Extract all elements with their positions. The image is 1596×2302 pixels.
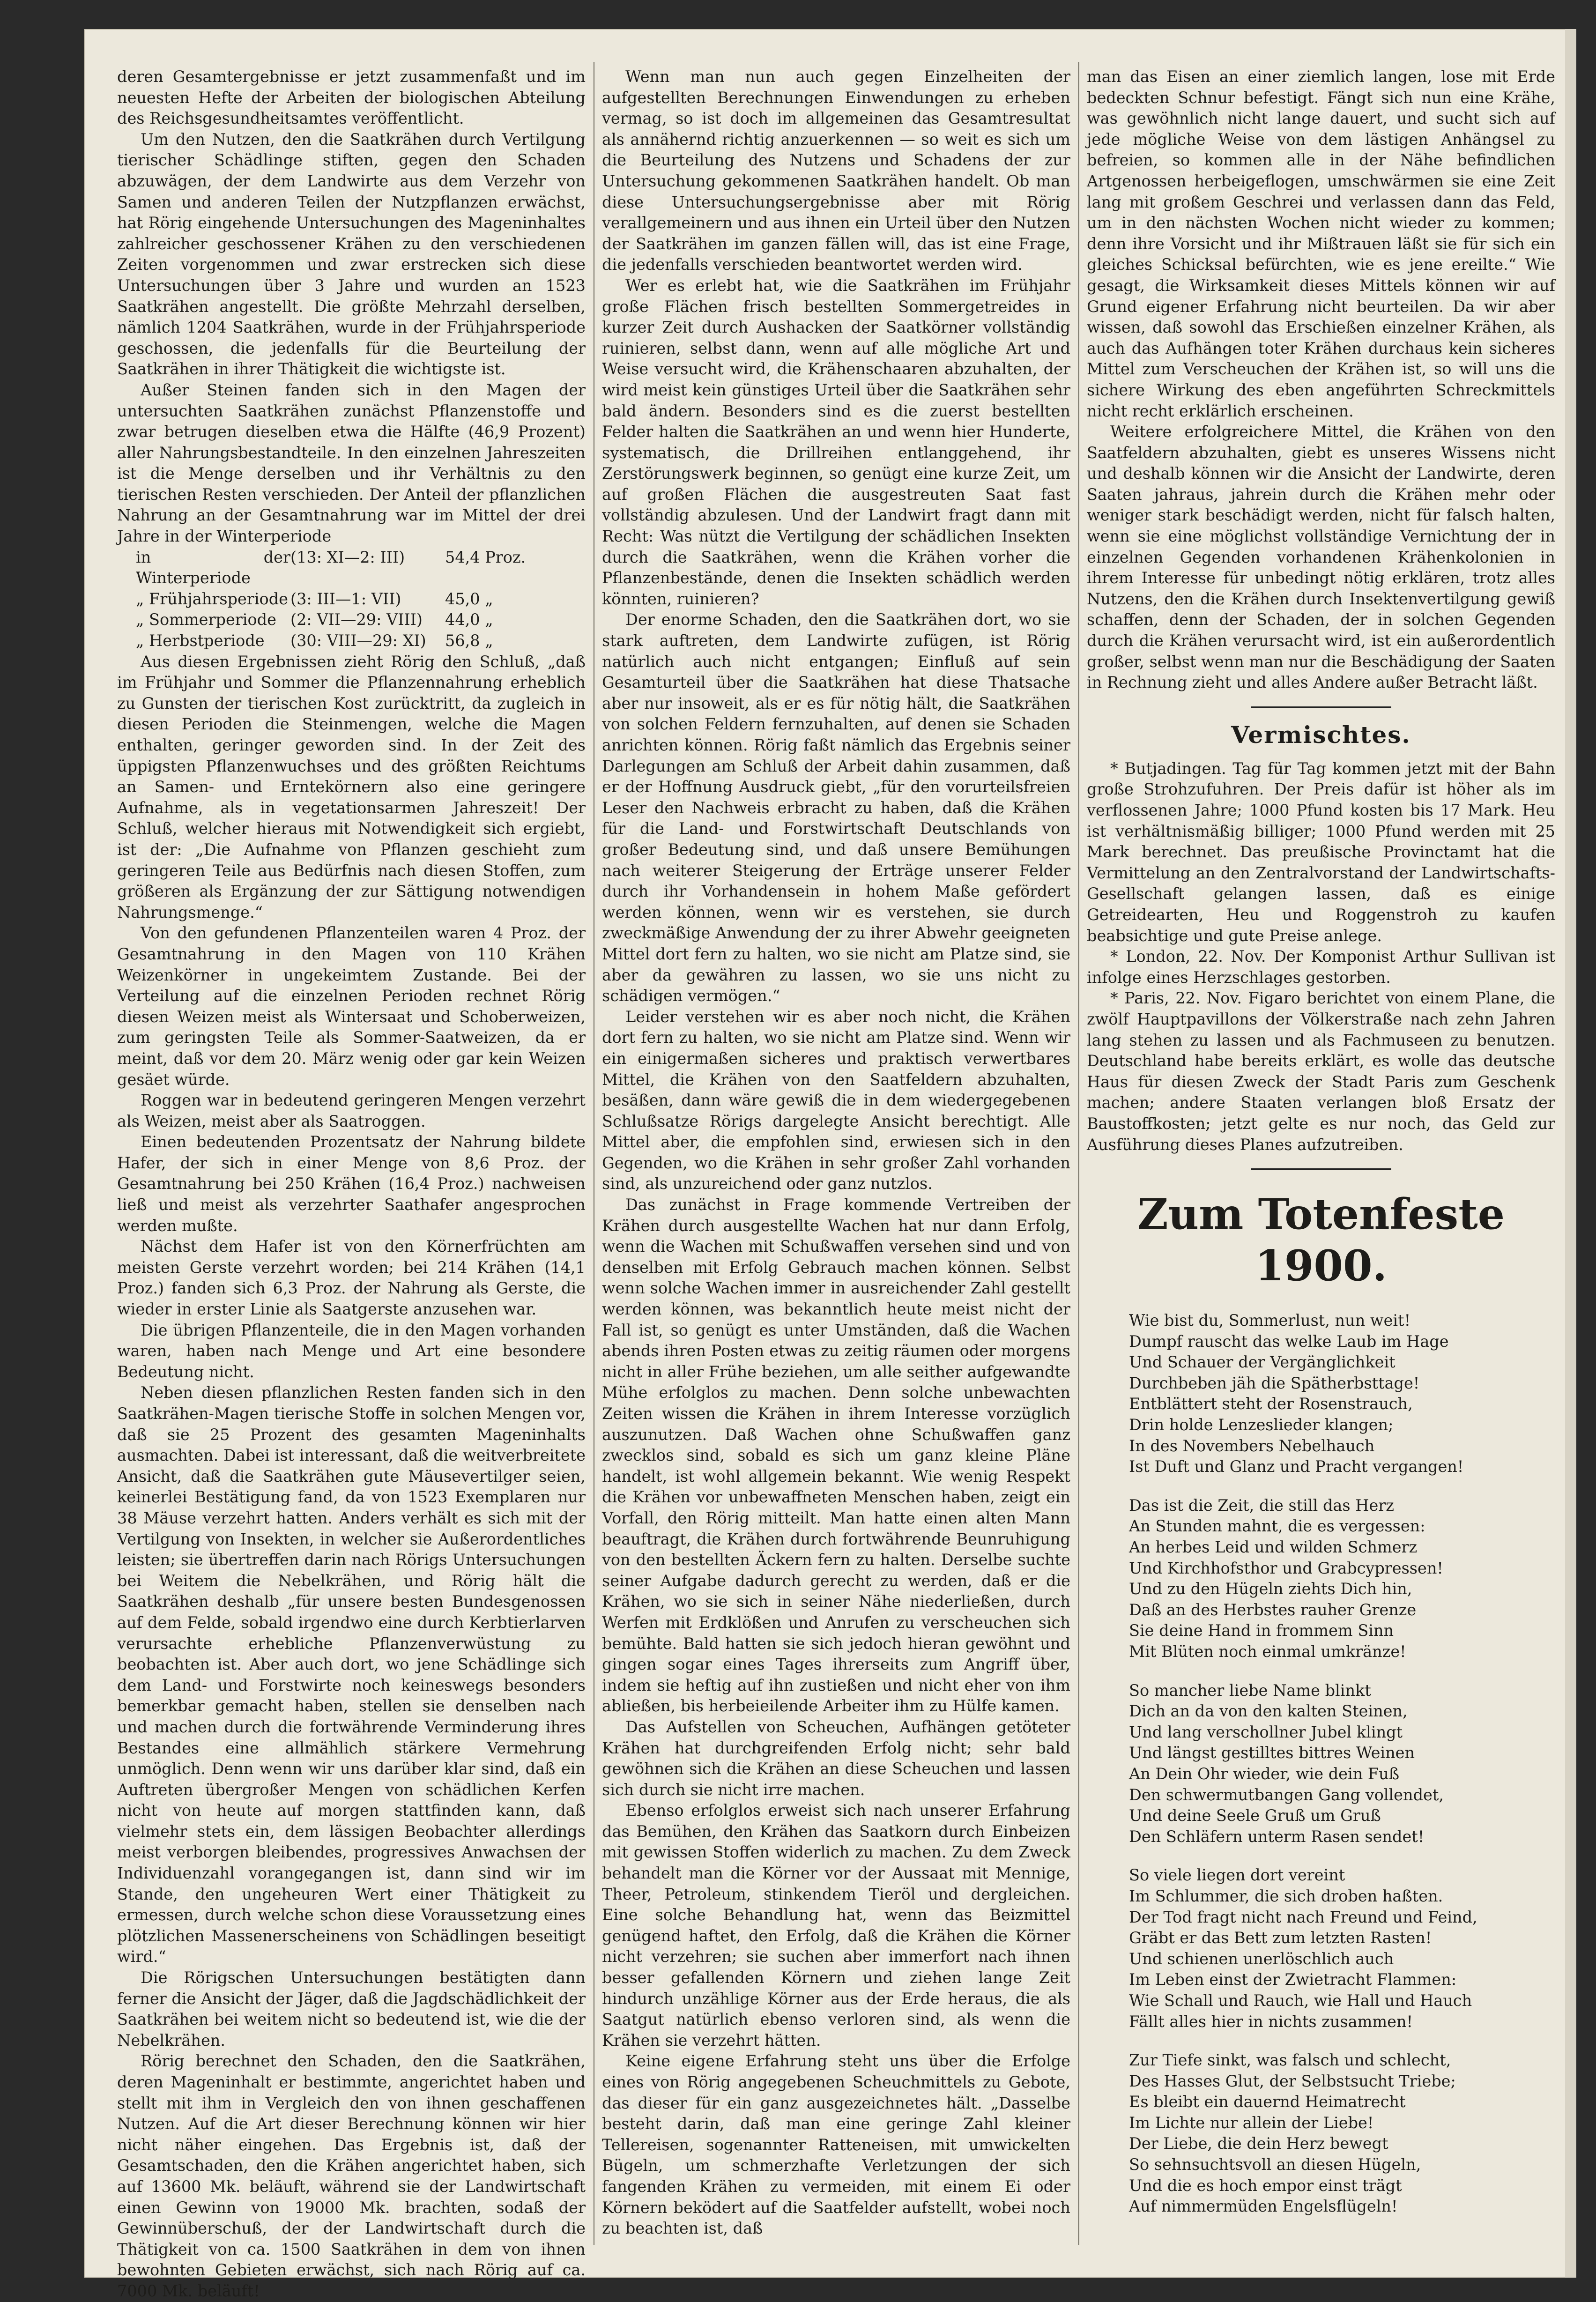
paragraph: Ebenso erfolglos erweist sich nach unserer Erfahrung das Bemühen, den Krähen das Saatkorn durch Einbeizen mit gewissen Stoffen widerlich zu machen. Zu dem Zweck behandelt man die Körner vor der Aussaat mit Mennige, Theer, Petroleum, stinkendem Tieröl und dergleichen. Eine solche Behandlung hat, wenn das Beizmittel genügend haftet, den Erfolg, daß die Krähen die Körner nicht verzehren; sie suchen aber immerfort nach ihnen besser gefallenden Körnern und ziehen lange Zeit hindurch unzählige Körner aus der Erde heraus, die als Saatgut natürlich ebenso verloren sind, als wenn die Krähen sie verzehrt hätten. (602, 1801, 1070, 2050)
poem-line: Das ist die Zeit, die still das Herz (1129, 1496, 1394, 1515)
poem-line: Und Schauer der Vergänglichkeit (1129, 1353, 1396, 1372)
period-row (117, 609, 586, 631)
column-rule (1078, 62, 1079, 2245)
poem-line: Dich an da von den kalten Steinen, (1129, 1702, 1408, 1721)
poem-line: Im Leben einst der Zwietracht Flammen: (1129, 1970, 1457, 1989)
poem-line: Der Tod fragt nicht nach Freund und Feind, (1129, 1908, 1477, 1926)
period-table (117, 547, 586, 652)
paragraph: Das Aufstellen von Scheuchen, Aufhängen getöteter Krähen hat durchgreifenden Erfolg nicht; sehr bald gewöhnen sich die Krähen an diese Scheuchen und lassen sich durch sie nicht irre machen. (602, 1717, 1070, 1799)
poem-line: In des Novembers Nebelhauch (1129, 1436, 1375, 1455)
poem-line: Und zu den Hügeln ziehts Dich hin, (1129, 1580, 1412, 1598)
poem-line: Und deine Seele Gruß um Gruß (1129, 1806, 1381, 1825)
period-value: 44,0 „ (445, 610, 493, 629)
poem-line: An Dein Ohr wieder, wie dein Fuß (1129, 1764, 1400, 1783)
page-edge (1565, 29, 1576, 2278)
poem-line: Durchbeben jäh die Spätherbsttage! (1129, 1374, 1420, 1392)
paragraph: Rörig berechnet den Schaden, den die Saatkrähen, deren Mageninhalt er bestimmte, angerichtet haben und stellt mit ihm in Vergleich den von ihnen geschaffenen Nutzen. Auf die Art dieser Berechnung können wir hier nicht näher eingehen. Das Ergebnis ist, daß der Gesamtschaden, den die Krähen angerichtet haben, sich auf 13600 Mk. beläuft, während sie der Landwirtschaft einen Gewinn von 19000 Mk. brachten, sodaß der Gewinnüberschuß, der der Landwirtschaft durch die Thätigkeit von ca. 1500 Saatkrähen in dem von ihnen bewohnten Gebieten erwächst, sich nach Rörig auf ca. 7000 Mk. beläuft! (117, 2052, 586, 2300)
poem-line: Es bleibt ein dauernd Heimatrecht (1129, 2093, 1406, 2111)
period-value: 56,8 „ (445, 631, 493, 650)
period-value: 54,4 Proz. (445, 548, 526, 566)
poem-line: An herbes Leid und wilden Schmerz (1129, 1538, 1418, 1557)
period-label: „ Frühjahrsperiode (136, 589, 288, 608)
period-range: (3: III—1: VII) (290, 589, 401, 608)
paragraph: Einen bedeutenden Prozentsatz der Nahrung bildete Hafer, der sich in einer Menge von 8,6 Proz. der Gesamtnahrung bei 250 Krähen (16,4 Proz.) nachweisen ließ und meist als verzehrter Saathafer angesprochen werden mußte. (117, 1133, 586, 1235)
poem-line: Im Schlummer, die sich droben haßten. (1129, 1886, 1443, 1905)
poem-line: Entblättert steht der Rosenstrauch, (1129, 1395, 1413, 1413)
poem-line: Gräbt er das Bett zum letzten Rasten! (1129, 1929, 1432, 1947)
paragraph: Neben diesen pflanzlichen Resten fanden sich in den Saatkrähen-Magen tierische Stoffe in solchen Mengen vor, daß sie 25 Prozent des gesamten Mageninhalts ausmachten. Dabei ist interessant, daß die weitverbreitete Ansicht, daß die Saatkrähen gute Mäusevertilger seien, keinerlei Bestätigung fand, da von 1523 Exemplaren nur 38 Mäuse verzehrt hatten. Anders verhält es sich mit der Vertilgung von Insekten, in welcher sie Außerordentliches leisten; sie übertreffen darin nach Rörigs Untersuchungen bei Weitem die Nebelkrähen, und Rörig hält die Saatkrähen deshalb „für unsere besten Bundesgenossen auf dem Felde, sobald irgendwo eine durch Kerbtierlarven verursachte erhebliche Pflanzenverwüstung zu beobachten ist. Aber auch dort, wo jene Schädlinge sich dem Land- und Forstwirte noch keineswegs besonders bemerkbar gemacht haben, stellen sie denselben nach und machen durch die fortwährende Verminderung ihres Bestandes eine allmählich stärkere Vermehrung unmöglich. Denn wenn wir uns darüber klar sind, daß ein Auftreten übergroßer Mengen von schädlichen Kerfen nicht von heute auf morgen stattfinden kann, daß vielmehr stets ein, dem lässigen Beobachter allerdings meist verborgen bleibendes, progressives Anwachsen der Individuenzahl vorangegangen ist, dann sind wir im Stande, den ungeheuren Wert einer Thätigkeit zu ermessen, durch welche schon diese Voraussetzung eines plötzlichen Massenerscheinens von Schädlingen beseitigt wird.“ (117, 1383, 586, 1966)
paragraph: Nächst dem Hafer ist von den Körnerfrüchten am meisten Gerste verzehrt worden; bei 214 Krähen (14,1 Proz.) fanden sich 6,3 Proz. der Nahrung als Gerste, die wieder in erster Linie als Saatgerste anzusehen war. (117, 1237, 586, 1319)
paragraph: Außer Steinen fanden sich in den Magen der untersuchten Saatkrähen zunächst Pflanzenstoffe und zwar betrugen dieselben etwa die Hälfte (46,9 Prozent) aller Nahrungsbestandteile. In den einzelnen Jahreszeiten ist die Menge derselben und ihr Verhältnis zu den tierischen Resten verschieden. Der Anteil der pflanzlichen Nahrung an der Gesamtnahrung war im Mittel der drei Jahre in der Winterperiode (117, 380, 586, 546)
period-label: „ Herbstperiode (136, 631, 265, 650)
poem-stanza (1129, 2050, 1555, 2217)
poem (1087, 1310, 1555, 2217)
poem-line: Den Schläfern unterm Rasen sendet! (1129, 1827, 1425, 1846)
paragraph: Wenn man nun auch gegen Einzelheiten der aufgestellten Berechnungen Einwendungen zu erheben vermag, so ist doch im allgemeinen das Gesamtresultat als annähernd richtig anzuerkennen — so weit es sich um die Beurteilung des Nutzens und Schadens der zur Untersuchung gekommenen Saatkrähen handelt. Ob man diese Untersuchungsergebnisse aber mit Rörig verallgemeinern und aus ihnen ein Urteil über den Nutzen der Saatkrähen im ganzen fällen will, das ist eine Frage, die jedenfalls verschieden beantwortet werden wird. (602, 67, 1070, 274)
paragraph: Aus diesen Ergebnissen zieht Rörig den Schluß, „daß im Frühjahr und Sommer die Pflanzennahrung erheblich zu Gunsten der tierischen Kost zurücktritt, da zugleich in diesen Perioden die Steinmengen, welche die Magen enthalten, geringer geworden sind. In der Zeit des üppigsten Pflanzenwuchses und des größten Reichtums an Samen- und Erntekörnern also eine geringere Aufnahme, als in vegetationsarmen Jahreszeit! Der Schluß, welcher hieraus mit Notwendigkeit sich ergiebt, ist der: „Die Aufnahme von Pflanzen geschieht zum geringeren Teile aus Bedürfnis nach diesen Stoffen, zum größeren als Ergänzung der zur Sättigung notwendigen Nahrungsmenge.“ (117, 652, 586, 921)
news-item: * Butjadingen. Tag für Tag kommen jetzt mit der Bahn große Strohzufuhren. Der Preis dafür ist höher als im verflossenen Jahre; 1000 Pfund kosten bis 17 Mark. Heu ist verhältnismäßig billiger; 1000 Pfund werden mit 25 Mark berechnet. Das preußische Provinctamt hat die Vermittelung an den Zentralvorstand der Landwirtschafts-Gesellschaft gelangen lassen, daß es einige Getreidearten, Heu und Roggenstroh zu kaufen beabsichtige und gute Preise anlege. (1087, 759, 1555, 945)
newspaper-page (84, 29, 1576, 2300)
poem-title: Zum Totenfeste 1900. (1137, 1189, 1505, 1291)
poem-line: An Stunden mahnt, die es vergessen: (1129, 1517, 1425, 1536)
paragraph: Keine eigene Erfahrung steht uns über die Erfolge eines von Rörig angegebenen Scheuchmittels zu Gebote, das dieser für ein ganz ausgezeichnetes hält. „Dasselbe besteht darin, daß man eine geringe Zahl kleiner Tellereisen, sogenannter Ratteneisen, mit umwickelten Bügeln, um schmerzhafte Verletzungen der sich fangenden Krähen zu vermeiden, mit einem Ei oder Körnern beködert auf die Saatfelder aufstellt, wobei noch zu beachten ist, daß (602, 2052, 1070, 2238)
poem-line: Im Lichte nur allein der Liebe! (1129, 2113, 1374, 2132)
poem-line: Des Hasses Glut, der Selbstsucht Triebe; (1129, 2072, 1456, 2090)
paragraph: Leider verstehen wir es aber noch nicht, die Krähen dort fern zu halten, wo sie nicht am Platze sind. Wenn wir ein einigermaßen sicheres und praktisch verwertbares Mittel, die Krähen von den Saatfeldern abzuhalten, besäßen, dann wäre gewiß die in dem wiedergegebenen Schlußsatze Rörigs dargelegte Ansicht berechtigt. Alle Mittel aber, die empfohlen sind, erwiesen sich in den Gegenden, wo die Krähen in sehr großer Zahl vorhanden sind, als unzureichend oder ganz nutzlos. (602, 1007, 1070, 1193)
section-heading: Vermischtes. (1231, 720, 1411, 749)
paragraph: Um den Nutzen, den die Saatkrähen durch Vertilgung tierischer Schädlinge stiften, gegen den Schaden abzuwägen, der dem Landwirte aus dem Verzehr von Samen und anderen Teilen der Nutzpflanzen erwächst, hat Rörig eingehende Untersuchungen des Mageninhaltes zahlreicher geschossener Krähen zu den verschiedenen Zeiten vorgenommen und zwar erstrecken sich diese Untersuchungen über 3 Jahre und wurden an 1523 Saatkrähen angestellt. Die größte Mehrzahl derselben, nämlich 1204 Saatkrähen, wurde in der Frühjahrsperiode geschossen, die jedenfalls für die Beurteilung der Saatkrähen in ihrer Thätigkeit die wichtigste ist. (117, 130, 586, 379)
poem-line: Und Kirchhofsthor und Grabcypressen! (1129, 1559, 1443, 1577)
section-divider (1251, 706, 1391, 708)
poem-line: Und längst gestilltes bittres Weinen (1129, 1744, 1415, 1762)
paragraph: Roggen war in bedeutend geringeren Mengen verzehrt als Weizen, meist aber als Saatroggen. (117, 1091, 586, 1130)
poem-line: Und lang verschollner Jubel klingt (1129, 1723, 1403, 1741)
period-range: (13: XI—2: III) (290, 548, 405, 566)
section-divider (1251, 1168, 1391, 1170)
poem-line: Ist Duft und Glanz und Pracht vergangen! (1129, 1457, 1464, 1476)
paragraph: Die übrigen Pflanzenteile, die in den Magen vorhanden waren, haben nach Menge und Art eine besondere Bedeutung nicht. (117, 1321, 586, 1381)
poem-line: Und schienen unerlöschlich auch (1129, 1949, 1394, 1968)
poem-line: Auf nimmermüden Engelsflügeln! (1129, 2197, 1398, 2216)
period-row (117, 547, 586, 589)
column-1 (117, 67, 586, 2300)
poem-line: Fällt alles hier in nichts zusammen! (1129, 2012, 1413, 2031)
paragraph: Die Rörigschen Untersuchungen bestätigten dann ferner die Ansicht der Jäger, daß die Jagdschädlichkeit der Saatkrähen bei weitem nicht so bedeutend ist, wie die der Nebelkrähen. (117, 1968, 586, 2050)
paragraph: Wer es erlebt hat, wie die Saatkrähen im Frühjahr große Flächen frisch bestellten Sommergetreides in kurzer Zeit durch Aushacken der Saatkörner vollständig ruinieren, selbst dann, wenn auf alle mögliche Art und Weise versucht wird, die Krähenschaaren abzuhalten, der wird meist kein günstiges Urteil über die Saatkrähen sehr bald ändern. Besonders sind es die zuerst bestellten Felder halten die Saatkrähen an und wenn hier Hunderte, systematisch, die Drillreihen entlanggehend, ihr Zerstörungswerk beginnen, so genügt eine kurze Zeit, um auf großen Flächen die ausgestreuten Saat fast vollständig abzulesen. Und der Landwirt fragt dann mit Recht: Was nützt die Vertilgung der schädlichen Insekten durch die Saatkrähen, wenn die Krähen vorher die Pflanzenbestände, denen die Insekten schädlich werden könnten, ruinieren? (602, 276, 1070, 608)
paragraph: Der enorme Schaden, den die Saatkrähen dort, wo sie stark auftreten, dem Landwirte zufügen, ist Rörig natürlich auch nicht entgangen; Einfluß auf sein Gesamturteil über die Saatkrähen hat diese Thatsache aber nur insoweit, als er es für nötig hält, die Saatkrähen von solchen Feldern fernzuhalten, auf denen sie Schaden anrichten können. Rörig faßt nämlich das Ergebnis seiner Darlegungen am Schluß der Arbeit dahin zusammen, daß er der Hoffnung Ausdruck giebt, „für den vorurteilsfreien Leser den Nachweis erbracht zu haben, daß die Krähen für die Land- und Forstwirtschaft Deutschlands von großer Bedeutung sind, und daß unsere Bemühungen nach weiterer Steigerung der Erträge unserer Felder durch ihr Vorhandensein in hohem Maße gefördert werden können, wenn wir es verstehen, sie durch zweckmäßige Anwendung der zu ihrer Abwehr geeigneten Mittel dort fern zu halten, wo sie nicht am Platze sind, sie aber da gewähren zu lassen, wo sie uns nicht zu schädigen vermögen.“ (602, 610, 1070, 1005)
paragraph: Von den gefundenen Pflanzenteilen waren 4 Proz. der Gesamtnahrung in den Magen von 110 Krähen Weizenkörner in ungekeimtem Zustande. Bei der Verteilung auf die einzelnen Perioden rechnet Rörig diesen Weizen meist als Wintersaat und Schoberweizen, zum geringsten Teile als Sommer-Saatweizen, da er meint, daß vor dem 20. März wenig oder gar kein Weizen gesäet würde. (117, 924, 586, 1089)
period-label: „ Sommerperiode (136, 610, 276, 629)
poem-line: So sehnsuchtsvoll an diesen Hügeln, (1129, 2155, 1421, 2174)
period-value: 45,0 „ (445, 589, 493, 608)
period-row (117, 589, 586, 610)
paragraph: man das Eisen an einer ziemlich langen, lose mit Erde bedeckten Schnur befestigt. Fängt sich nun eine Krähe, was gewöhnlich nicht lange dauert, und sucht sich auf jede mögliche Weise von dem lästigen Anhängsel zu befreien, so kommen alle in der Nähe befindlichen Artgenossen herbeigeflogen, umschwärmen sie eine Zeit lang mit großem Geschrei und verlassen dann das Feld, um in den nächsten Wochen nicht wieder zu kommen; denn ihre Vorsicht und ihr Mißtrauen läßt sie für sich ein gleiches Schicksal befürchten, wie es jene ereilte.“ Wie gesagt, die Wirksamkeit dieses Mittels können wir auf Grund eigener Erfahrung nicht beurteilen. Da wir aber wissen, daß sowohl das Erschießen einzelner Krähen, als auch das Aufhängen toter Krähen durchaus kein sicheres Mittel zum Verscheuchen der Krähen ist, so will uns die sichere Wirkung des eben angeführten Schreckmittels nicht recht erklärlich erscheinen. (1087, 67, 1555, 420)
period-range: (2: VII—29: VIII) (290, 610, 423, 629)
poem-line: Drin holde Lenzeslieder klangen; (1129, 1416, 1394, 1434)
column-2 (602, 67, 1070, 2240)
poem-line: Wie bist du, Sommerlust, nun weit! (1129, 1311, 1411, 1330)
poem-line: Zur Tiefe sinkt, was falsch und schlecht, (1129, 2051, 1451, 2070)
poem-line: So mancher liebe Name blinkt (1129, 1681, 1371, 1700)
poem-line: Den schwermutbangen Gang vollendet, (1129, 1785, 1444, 1804)
poem-line: Sie deine Hand in frommem Sinn (1129, 1621, 1394, 1640)
poem-stanza (1129, 1310, 1555, 1478)
paragraph: Weitere erfolgreichere Mittel, die Krähen von den Saatfeldern abzuhalten, giebt es unseres Wissens nicht und deshalb können wir die Ansicht der Landwirte, deren Saaten jahraus, jahrein durch die Krähen mehr oder weniger stark beschädigt werden, nicht für falsch halten, wenn sie eine möglichst vollständige Vernichtung der in einzelnen Gegenden vorhandenen Krähenkolonien in ihrem Interesse für unbedingt nötig erklären, trotz alles Nutzens, den die Krähen durch Insektenvertilgung gewiß schaffen, denn der Schaden, der in solchen Gegenden durch die Krähen verursacht wird, ist ein außerordentlich großer, selbst wenn man nur die Beschädigung der Saaten in Rechnung zieht und alles Andere außer Betracht läßt. (1087, 423, 1555, 692)
paragraph: deren Gesamtergebnisse er jetzt zusammenfaßt und im neuesten Hefte der Arbeiten der biologischen Abteilung des Reichsgesundheitsamtes veröffentlicht. (117, 67, 586, 128)
poem-stanza (1129, 1680, 1555, 1848)
poem-line: Daß an des Herbstes rauher Grenze (1129, 1600, 1417, 1619)
period-range: (30: VIII—29: XI) (290, 631, 426, 650)
poem-line: So viele liegen dort vereint (1129, 1866, 1345, 1885)
poem-line: Und die es hoch empor einst trägt (1129, 2176, 1402, 2195)
period-label: in der Winterperiode (136, 548, 290, 587)
poem-stanza (1129, 1865, 1555, 2032)
paragraph: Das zunächst in Frage kommende Vertreiben der Krähen durch ausgestellte Wachen hat nur dann Erfolg, wenn die Wachen mit Schußwaffen versehen sind und von denselben mit Erfolg Gebrauch machen können. Selbst wenn solche Wachen immer in ausreichender Zahl gestellt werden können, was bekanntlich heute meist nicht der Fall ist, so genügt es unter Umständen, daß die Wachen abends ihren Posten etwas zu zeitig räumen oder morgens nicht in aller Frühe beziehen, um alle seither aufgewandte Mühe erfolglos zu machen. Denn solche unbewachten Zeiten wissen die Krähen in ihrem Interesse vorzüglich auszunutzen. Daß Wachen ohne Schußwaffen ganz zwecklos sind, sobald es sich um ganz kleine Pläne handelt, ist wohl allgemein bekannt. Wie wenig Respekt die Krähen vor unbewaffneten Menschen haben, zeigt ein Vorfall, den Rörig mitteilt. Man hatte einen alten Mann beauftragt, die Krähen durch fortwährende Beunruhigung von den bestellten Äckern fern zu halten. Derselbe suchte seiner Aufgabe dadurch gerecht zu werden, daß er die Krähen, wo sie sich in seiner Nähe niederließen, durch Werfen mit Erdklößen und Anrufen zu verscheuchen sich bemühte. Bald hatten sie sich jedoch hieran gewöhnt und gingen sogar eines Tages ihrerseits zum Angriff über, indem sie heftig auf ihn zustießen und nicht eher von ihm abließen, bis herbeieilende Arbeiter ihm zu Hülfe kamen. (602, 1196, 1070, 1715)
poem-line: Mit Blüten noch einmal umkränze! (1129, 1642, 1406, 1661)
period-row (117, 631, 586, 652)
news-item: * London, 22. Nov. Der Komponist Arthur Sullivan ist infolge eines Herzschlages gestorben. (1087, 947, 1555, 987)
column-3 (1087, 67, 1555, 2240)
poem-stanza (1129, 1495, 1555, 1663)
poem-line: Wie Schall und Rauch, wie Hall und Hauch (1129, 1991, 1472, 2010)
poem-line: Der Liebe, die dein Herz bewegt (1129, 2134, 1388, 2153)
poem-line: Dumpf rauscht das welke Laub im Hage (1129, 1332, 1449, 1351)
news-item: * Paris, 22. Nov. Figaro berichtet von einem Plane, die zwölf Hauptpavillons der Völkerstraße nach zehn Jahren lang stehen zu lassen und als Fachmuseen zu benutzen. Deutschland habe bereits erklärt, es wolle das deutsche Haus für diesen Zweck der Stadt Paris zum Geschenk machen; andere Staaten verlangen bloß Ersatz der Baustoffkosten; jetzt gelte es nur noch, das Geld zur Ausführung dieses Planes aufzutreiben. (1087, 989, 1555, 1154)
